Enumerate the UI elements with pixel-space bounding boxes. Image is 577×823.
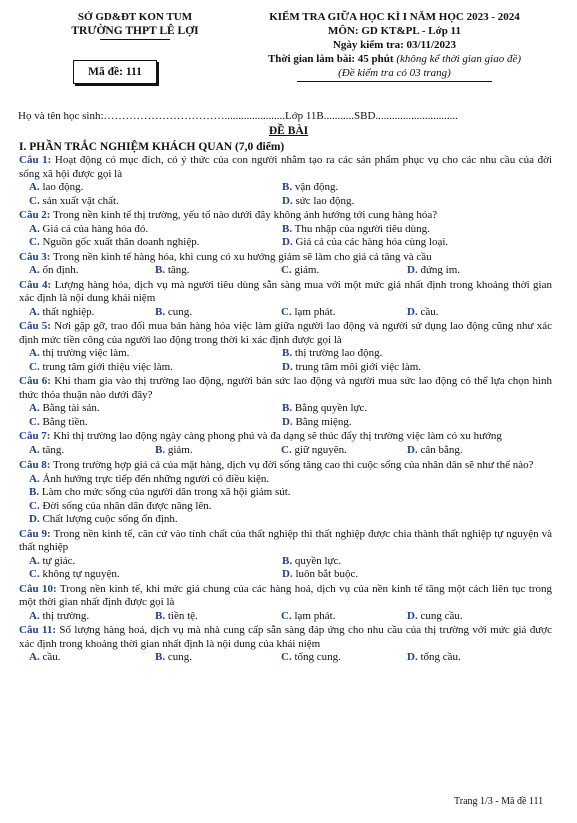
exam-code-box: Mã đề: 111 bbox=[73, 60, 157, 84]
answer-options bbox=[19, 610, 552, 624]
answer-option bbox=[281, 306, 407, 320]
question-text bbox=[19, 154, 552, 181]
answer-option bbox=[282, 347, 535, 361]
option-letter: C. bbox=[29, 568, 40, 580]
option-letter: B. bbox=[282, 181, 293, 193]
question-number: Câu 6: bbox=[19, 375, 51, 387]
answer-option bbox=[282, 568, 535, 582]
answer-option bbox=[29, 555, 282, 569]
exam-title: KIỂM TRA GIỮA HỌC KÌ I NĂM HỌC 2023 - 2024 bbox=[269, 11, 520, 23]
option-text: ổn định. bbox=[42, 264, 79, 276]
option-text: Làm cho mức sống của người dân trong xã hội giảm sút. bbox=[41, 486, 291, 498]
time-label: Thời gian làm bài: 45 phút bbox=[267, 53, 394, 65]
question-text bbox=[19, 375, 552, 402]
option-text: Bằng quyền lực. bbox=[294, 402, 368, 414]
question bbox=[19, 251, 552, 278]
option-letter: C. bbox=[29, 236, 40, 248]
option-letter: B. bbox=[29, 486, 40, 498]
answer-options bbox=[19, 555, 552, 582]
option-letter: B. bbox=[155, 609, 166, 622]
option-text: cung cầu. bbox=[420, 609, 463, 622]
option-text: vận động. bbox=[294, 181, 339, 193]
time-line bbox=[222, 52, 567, 66]
question-stem: Trong trường hợp giá cả của mặt hàng, dịch vụ đời sống tăng cao thì cuộc sống của nhân dân sẽ như thế nào? bbox=[53, 459, 534, 471]
option-text: Bằng tài sản. bbox=[42, 402, 100, 414]
option-text: Bằng miệng. bbox=[295, 415, 352, 428]
answer-option bbox=[155, 444, 281, 458]
option-letter: C. bbox=[29, 499, 40, 512]
option-letter: D. bbox=[407, 651, 418, 663]
option-letter: C. bbox=[29, 194, 40, 207]
option-letter: A. bbox=[29, 651, 40, 663]
question-number: Câu 11: bbox=[19, 624, 57, 636]
question-text bbox=[19, 528, 552, 555]
answer-option bbox=[29, 223, 282, 237]
option-text: Giá cả của các hàng hóa cùng loại. bbox=[295, 236, 449, 248]
answer-options bbox=[19, 181, 552, 208]
answer-option bbox=[281, 651, 407, 665]
option-letter: C. bbox=[29, 360, 40, 373]
answer-option bbox=[29, 486, 552, 500]
answer-option bbox=[29, 195, 282, 209]
answer-option bbox=[407, 610, 533, 624]
answer-option bbox=[29, 568, 282, 582]
option-text: trung tâm giới thiệu việc làm. bbox=[42, 360, 173, 373]
answer-option bbox=[282, 181, 535, 195]
page-footer: Trang 1/3 - Mã đề 111 bbox=[454, 796, 544, 807]
question bbox=[19, 430, 552, 457]
question-text bbox=[19, 251, 552, 265]
option-text: cân bằng. bbox=[420, 443, 463, 456]
option-letter: A. bbox=[29, 472, 40, 485]
option-letter: D. bbox=[29, 513, 40, 525]
section-title-text: ĐỀ BÀI bbox=[268, 125, 309, 137]
question-stem: Trong nền kinh tế hàng hóa, khi cung có xu hướng giảm sẽ làm cho giá cả tăng và cầu bbox=[53, 250, 432, 263]
answer-option bbox=[155, 264, 281, 278]
question bbox=[19, 624, 552, 665]
option-letter: B. bbox=[282, 402, 293, 414]
answer-options bbox=[19, 347, 552, 374]
option-text: Bằng tiền. bbox=[42, 415, 88, 428]
answer-option bbox=[155, 306, 281, 320]
option-text: sức lao động. bbox=[295, 194, 355, 207]
answer-option bbox=[155, 651, 281, 665]
option-letter: A. bbox=[29, 554, 40, 567]
option-text: tổng cung. bbox=[294, 651, 341, 663]
option-letter: B. bbox=[282, 347, 293, 359]
department-name: SỞ GD&ĐT KON TUM bbox=[77, 11, 193, 23]
answer-options bbox=[19, 264, 552, 278]
option-letter: C. bbox=[281, 443, 292, 456]
answer-option bbox=[282, 236, 535, 250]
option-text: giảm. bbox=[294, 264, 320, 276]
question bbox=[19, 375, 552, 429]
option-text: giảm. bbox=[167, 443, 193, 456]
option-text: tổng cầu. bbox=[420, 651, 461, 663]
exam-date: Ngày kiểm tra: 03/11/2023 bbox=[332, 39, 457, 51]
answer-option bbox=[407, 264, 533, 278]
option-letter: C. bbox=[29, 415, 40, 428]
option-letter: C. bbox=[281, 305, 292, 318]
question-stem: Khi tham gia vào thị trường lao động, người bán sức lao động và người mua sức lao động có thể lựa chọn hình thức thỏa thuận nào dưới đây? bbox=[19, 375, 553, 401]
option-text: luôn bắt buộc. bbox=[295, 568, 359, 580]
option-letter: B. bbox=[282, 222, 293, 235]
student-info-line: Họ và tên học sinh:……………………………......................Lớp 11B...........SBD.............................. bbox=[18, 110, 458, 122]
option-letter: A. bbox=[29, 305, 40, 318]
option-letter: D. bbox=[282, 568, 293, 580]
question-number: Câu 4: bbox=[19, 278, 52, 291]
option-letter: A. bbox=[29, 402, 40, 414]
option-text: Chất lượng cuộc sống ổn định. bbox=[42, 513, 178, 525]
answer-option bbox=[29, 651, 155, 665]
question-text bbox=[19, 209, 552, 223]
question-stem: Trong nền kinh tế thị trường, yếu tố nào dưới đây không ảnh hưởng tới cung hàng hóa? bbox=[53, 209, 438, 221]
question-number: Câu 5: bbox=[19, 320, 51, 332]
option-text: tự giác. bbox=[42, 554, 76, 567]
question-number: Câu 8: bbox=[19, 459, 51, 471]
question-text bbox=[19, 279, 552, 306]
question-stem: Số lượng hàng hoá, dịch vụ mà nhà cung cấp sẵn sàng đáp ứng cho nhu cầu của thị trường với mức giá được xác định trong khoảng thời gian nhất định là nội dung của khái niệm bbox=[19, 624, 552, 650]
section-title bbox=[0, 124, 577, 138]
option-letter: D. bbox=[282, 360, 293, 373]
option-text: thị trường. bbox=[42, 609, 90, 622]
option-text: cung. bbox=[167, 305, 192, 318]
school-name: TRƯỜNG THPT LÊ LỢI bbox=[71, 25, 199, 37]
option-text: thị trường việc làm. bbox=[42, 347, 130, 359]
question-number: Câu 10: bbox=[19, 582, 57, 595]
answer-options bbox=[19, 444, 552, 458]
option-text: thị trường lao động. bbox=[294, 347, 383, 359]
answer-option bbox=[29, 610, 155, 624]
option-text: thất nghiệp. bbox=[42, 305, 95, 318]
question-text bbox=[19, 624, 552, 651]
option-letter: D. bbox=[282, 194, 293, 207]
option-text: cung. bbox=[167, 651, 192, 663]
question-text bbox=[19, 459, 552, 473]
answer-option bbox=[281, 610, 407, 624]
part-title: I. PHẦN TRẮC NGHIỆM KHÁCH QUAN (7,0 điểm) bbox=[19, 141, 285, 153]
answer-option bbox=[29, 361, 282, 375]
question-text bbox=[19, 320, 552, 347]
question-text bbox=[19, 430, 552, 444]
option-text: tiền tệ. bbox=[167, 609, 198, 622]
answer-option bbox=[282, 555, 535, 569]
answer-option bbox=[282, 416, 535, 430]
option-letter: A. bbox=[29, 264, 40, 276]
answer-option bbox=[29, 416, 282, 430]
answer-option bbox=[29, 473, 552, 487]
option-letter: B. bbox=[282, 554, 293, 567]
answer-options bbox=[19, 402, 552, 429]
option-letter: B. bbox=[155, 264, 166, 276]
option-letter: D. bbox=[407, 443, 418, 456]
option-letter: A. bbox=[29, 443, 40, 456]
answer-option bbox=[29, 402, 282, 416]
header-divider bbox=[100, 39, 170, 40]
option-text: cầu. bbox=[420, 305, 439, 318]
answer-option bbox=[29, 444, 155, 458]
option-letter: D. bbox=[407, 305, 418, 318]
option-text: không tự nguyện. bbox=[42, 568, 120, 580]
question-list bbox=[19, 154, 552, 665]
answer-options bbox=[19, 223, 552, 250]
option-text: tăng. bbox=[167, 264, 190, 276]
time-note: (không kể thời gian giao đề) bbox=[396, 53, 522, 65]
option-text: lao động. bbox=[42, 181, 84, 193]
option-letter: D. bbox=[407, 609, 418, 622]
option-text: Thu nhập của người tiêu dùng. bbox=[294, 222, 430, 235]
question-stem: Lượng hàng hóa, dịch vụ mà người tiêu dùng sẵn sàng mua với một mức giá nhất định trong khoảng thời gian xác định là nội dung khái niệm bbox=[19, 278, 552, 304]
option-text: quyền lực. bbox=[294, 554, 342, 567]
answer-option bbox=[29, 500, 552, 514]
option-letter: A. bbox=[29, 347, 40, 359]
answer-option bbox=[282, 223, 535, 237]
option-letter: C. bbox=[281, 609, 292, 622]
answer-option bbox=[29, 347, 282, 361]
option-letter: D. bbox=[282, 236, 293, 248]
question-stem: Trong nền kinh tế, khi mức giá chung của các hàng hoá, dịch vụ của nền kinh tế tăng một cách liên tục trong một thời gian nhất định được gọi là bbox=[19, 582, 552, 608]
option-letter: D. bbox=[407, 264, 418, 276]
option-letter: C. bbox=[281, 651, 292, 663]
option-text: Nguồn gốc xuất thân doanh nghiệp. bbox=[42, 236, 200, 248]
question-number: Câu 2: bbox=[19, 209, 51, 221]
answer-options bbox=[19, 306, 552, 320]
option-text: Giá cả của hàng hóa đó. bbox=[42, 222, 149, 235]
option-text: đứng im. bbox=[420, 264, 461, 276]
question-stem: Khi thị trường lao động ngày càng phong phú và đa dạng sẽ thúc đẩy thị trường việc làm có xu hướng bbox=[53, 430, 502, 442]
answer-option bbox=[29, 181, 282, 195]
question-stem: Nơi gặp gỡ, trao đổi mua bán hàng hóa việc làm giữa người lao động và người sử dụng lao động cũng như xác định mức tiền công của người lao động trong thời kì xác định được gọi là bbox=[19, 320, 552, 346]
answer-option bbox=[29, 264, 155, 278]
question bbox=[19, 459, 552, 527]
answer-option bbox=[407, 651, 533, 665]
question-stem: Hoạt động có mục đích, có ý thức của con người nhằm tạo ra các sản phẩm phục vụ cho các nhu cầu của đời sống xã hội được gọi là bbox=[19, 154, 552, 180]
option-letter: A. bbox=[29, 609, 40, 622]
answer-option bbox=[29, 513, 552, 527]
question-number: Câu 7: bbox=[19, 430, 51, 442]
question bbox=[19, 154, 552, 208]
option-text: Ảnh hưởng trực tiếp đến những người có điều kiện. bbox=[42, 472, 270, 485]
option-text: lạm phát. bbox=[294, 609, 336, 622]
question-stem: Trong nền kinh tế, căn cứ vào tính chất của thất nghiệp thì thất nghiệp được chia thành thất nghiệp tự nguyện và thất nghiệp bbox=[19, 527, 552, 553]
answer-option bbox=[29, 306, 155, 320]
pages-note: (Đề kiểm tra có 03 trang) bbox=[338, 67, 451, 79]
answer-option bbox=[282, 402, 535, 416]
option-letter: B. bbox=[155, 443, 166, 456]
answer-option bbox=[282, 195, 535, 209]
option-letter: A. bbox=[29, 222, 40, 235]
option-letter: B. bbox=[155, 305, 166, 318]
option-letter: D. bbox=[282, 415, 293, 428]
answer-option bbox=[281, 444, 407, 458]
option-text: trung tâm môi giới việc làm. bbox=[295, 360, 422, 373]
answer-option bbox=[155, 610, 281, 624]
school-header bbox=[40, 10, 230, 40]
option-text: Đời sống của nhân dân được nâng lên. bbox=[42, 499, 212, 512]
answer-option bbox=[407, 444, 533, 458]
answer-options bbox=[19, 651, 552, 665]
option-text: cầu. bbox=[42, 651, 61, 663]
option-text: lạm phát. bbox=[294, 305, 336, 318]
question-number: Câu 9: bbox=[19, 527, 51, 540]
answer-option bbox=[281, 264, 407, 278]
question bbox=[19, 583, 552, 624]
question bbox=[19, 279, 552, 320]
option-letter: A. bbox=[29, 181, 40, 193]
header-right-divider bbox=[297, 81, 492, 82]
option-letter: B. bbox=[155, 651, 166, 663]
question-text bbox=[19, 583, 552, 610]
question bbox=[19, 320, 552, 374]
question bbox=[19, 528, 552, 582]
question-number: Câu 3: bbox=[19, 250, 51, 263]
option-text: giữ nguyên. bbox=[294, 443, 347, 456]
answer-option bbox=[282, 361, 535, 375]
option-letter: C. bbox=[281, 264, 292, 276]
question-number: Câu 1: bbox=[19, 154, 52, 166]
answer-option bbox=[29, 236, 282, 250]
answer-option bbox=[407, 306, 533, 320]
option-text: tăng. bbox=[42, 443, 65, 456]
question bbox=[19, 209, 552, 250]
option-text: sản xuất vật chất. bbox=[42, 194, 119, 207]
subject-line: MÔN: GD KT&PL - Lớp 11 bbox=[328, 25, 461, 37]
answer-options bbox=[19, 473, 552, 527]
exam-header bbox=[222, 10, 567, 82]
